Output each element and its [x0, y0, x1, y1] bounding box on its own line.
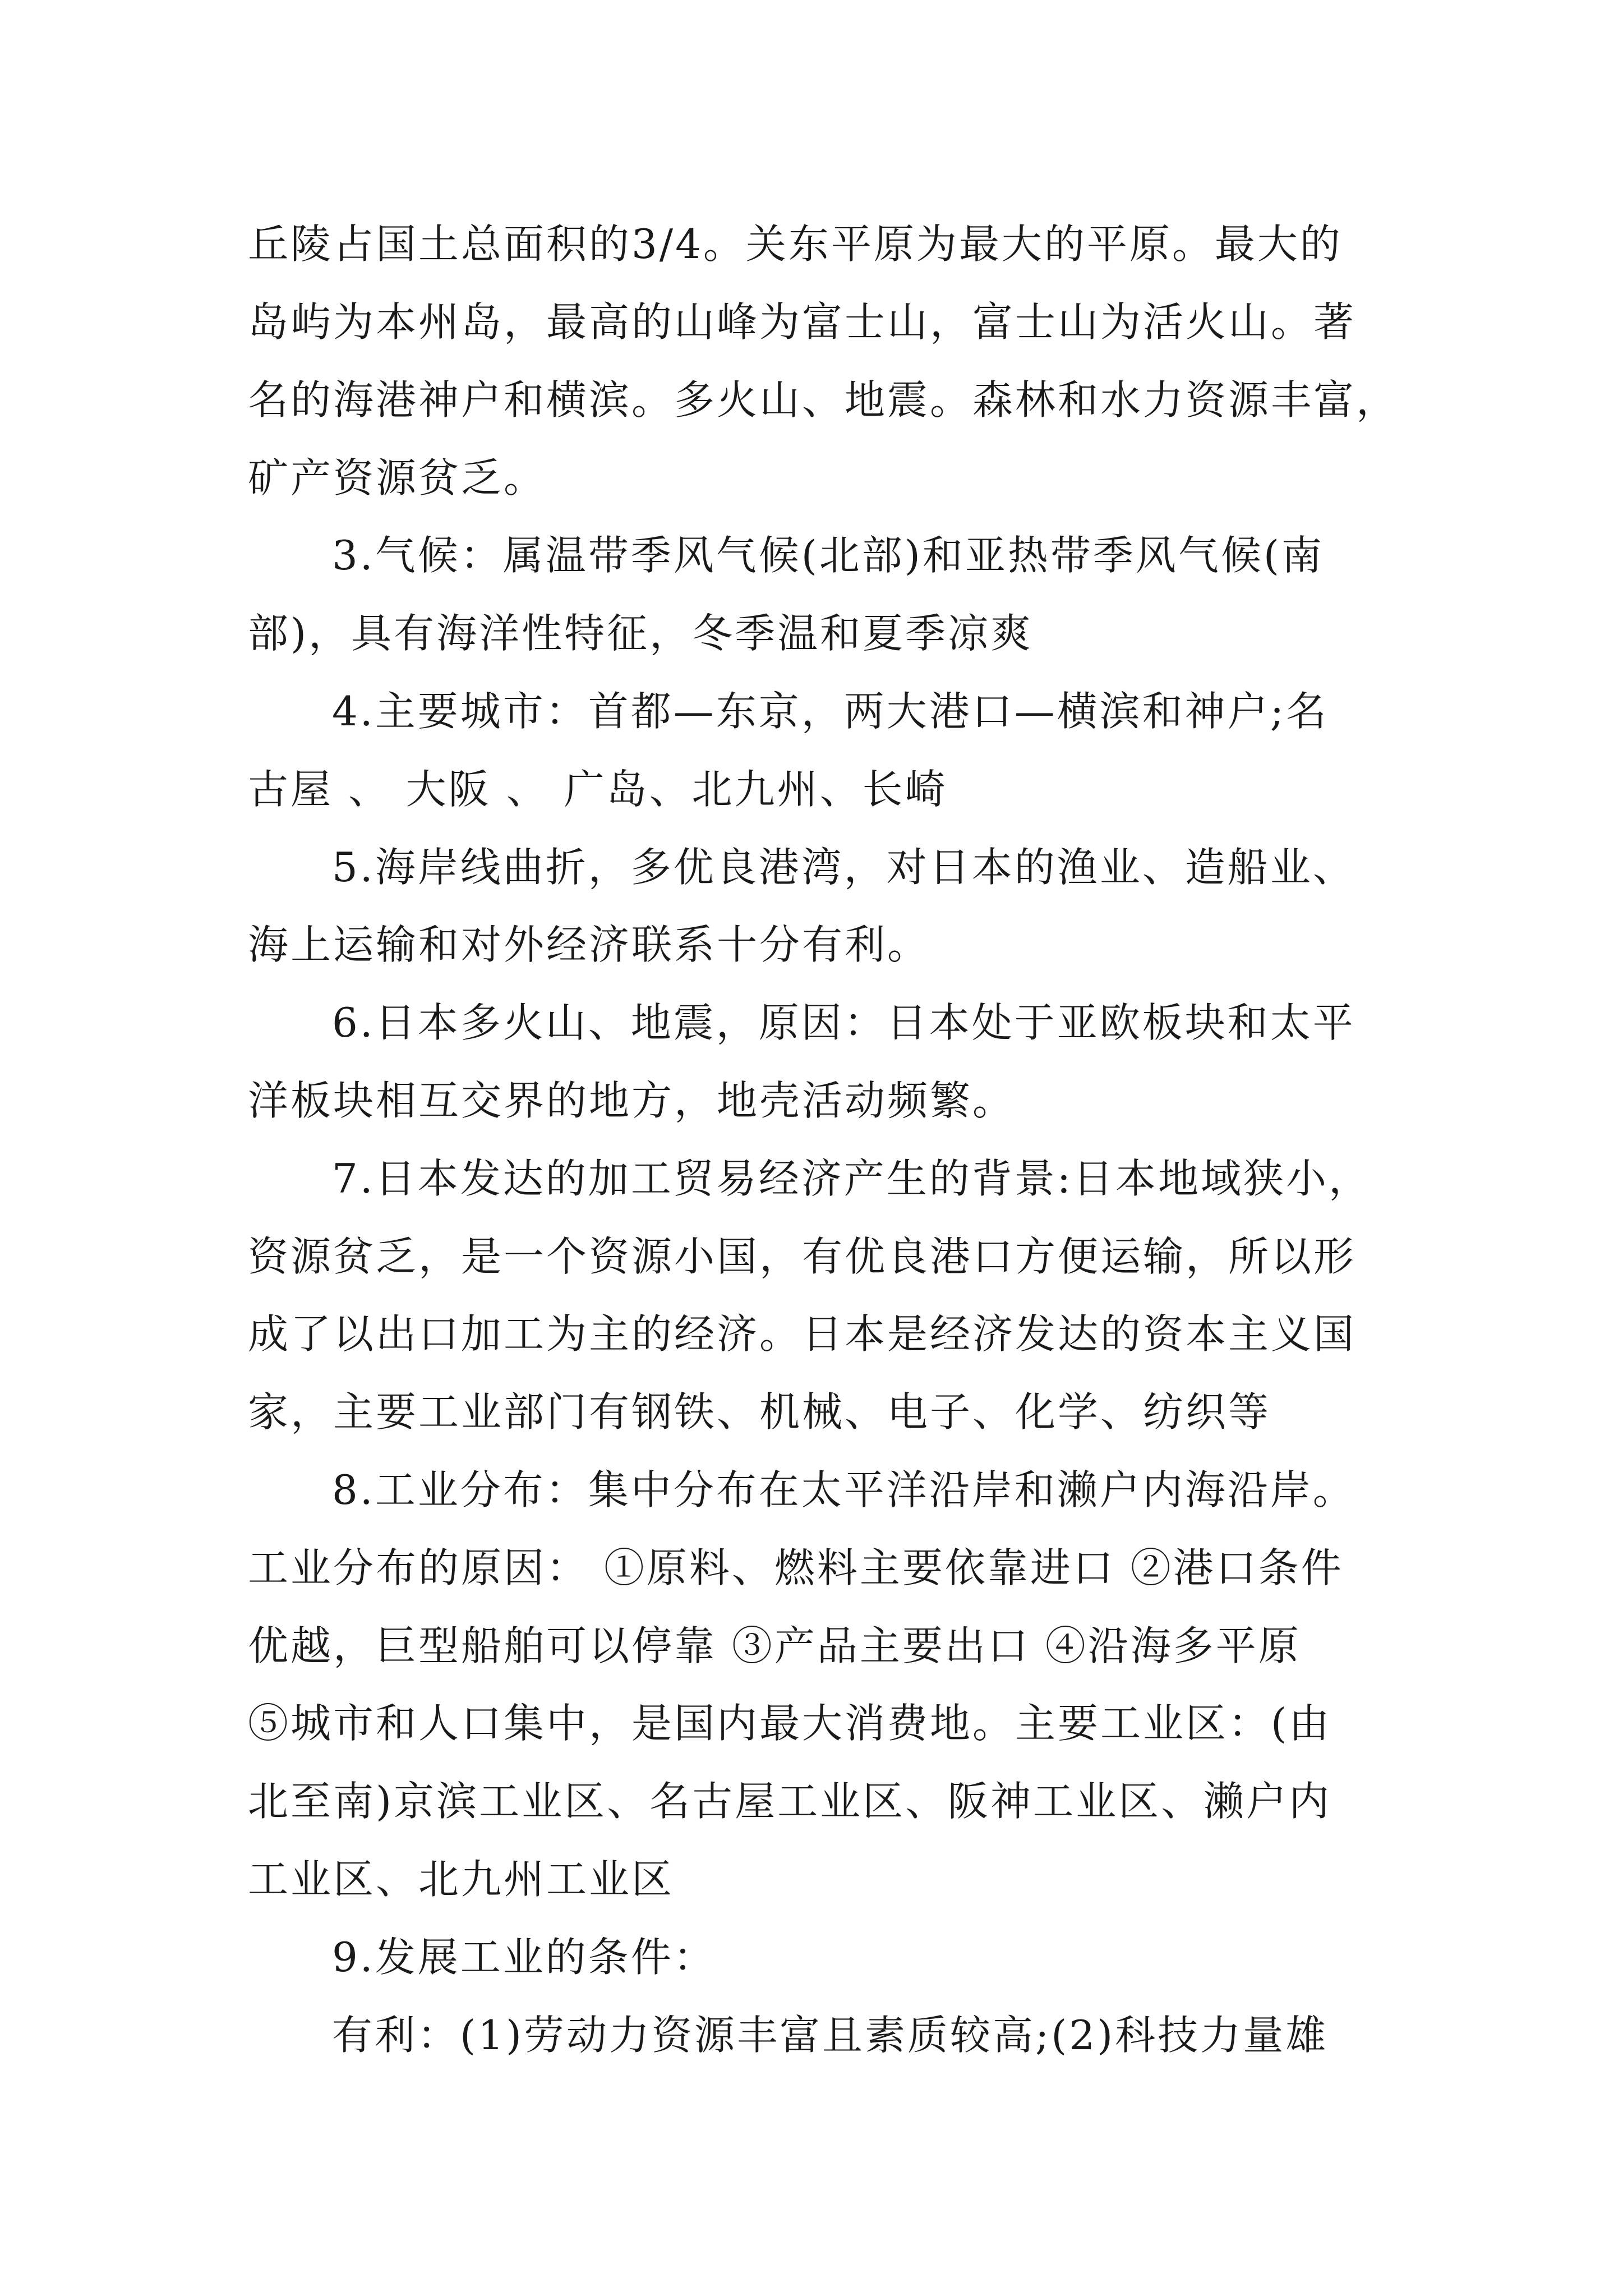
paragraph-9-favorable-line: 有利：(1)劳动力资源丰富且素质较高;(2)科技力量雄 — [332, 2012, 1329, 2059]
text-line: 名的海港神户和横滨。多火山、地震。森林和水力资源丰富， — [248, 376, 1399, 424]
text-line: 岛屿为本州岛，最高的山峰为富士山，富士山为活火山。著 — [248, 298, 1357, 346]
text-line: ⑤城市和人口集中，是国内最大消费地。主要工业区：(由 — [248, 1700, 1332, 1747]
text-line: 丘陵占国土总面积的3/4。关东平原为最大的平原。最大的 — [248, 220, 1343, 268]
text-line: 古屋 、 大阪 、 广岛、北九州、长崎 — [248, 766, 948, 813]
text-line: 洋板块相互交界的地方，地壳活动频繁。 — [248, 1077, 1016, 1124]
text-line: 北至南)京滨工业区、名古屋工业区、阪神工业区、濑户内 — [248, 1778, 1332, 1825]
paragraph-4-line: 4.主要城市：首都—东京，两大港口—横滨和神户;名 — [332, 688, 1329, 735]
paragraph-7-line: 7.日本发达的加工贸易经济产生的背景:日本地域狭小， — [332, 1155, 1371, 1202]
text-line: 矿产资源贫乏。 — [248, 454, 547, 501]
text-line: 优越，巨型船舶可以停靠 ③产品主要出口 ④沿海多平原 — [248, 1622, 1301, 1669]
text-line: 成了以出口加工为主的经济。日本是经济发达的资本主义国 — [248, 1310, 1357, 1358]
paragraph-6-line: 6.日本多火山、地震，原因：日本处于亚欧板块和太平 — [332, 999, 1355, 1046]
text-line: 海上运输和对外经济联系十分有利。 — [248, 921, 930, 968]
text-line: 家，主要工业部门有钢铁、机械、电子、化学、纺织等 — [248, 1388, 1271, 1435]
text-line: 部)，具有海洋性特征，冬季温和夏季凉爽 — [248, 610, 1034, 657]
text-line: 工业分布的原因： ①原料、燃料主要依靠进口 ②港口条件 — [248, 1544, 1344, 1591]
text-line: 工业区、北九州工业区 — [248, 1856, 675, 1903]
paragraph-5-line: 5.海岸线曲折，多优良港湾，对日本的渔业、造船业、 — [332, 844, 1355, 891]
text-line: 资源贫乏，是一个资源小国，有优良港口方便运输，所以形 — [248, 1233, 1357, 1280]
paragraph-9-line: 9.发展工业的条件： — [332, 1934, 716, 1981]
paragraph-8-line: 8.工业分布：集中分布在太平洋沿岸和濑户内海沿岸。 — [332, 1466, 1355, 1513]
paragraph-3-line: 3.气候：属温带季风气候(北部)和亚热带季风气候(南 — [332, 532, 1324, 579]
